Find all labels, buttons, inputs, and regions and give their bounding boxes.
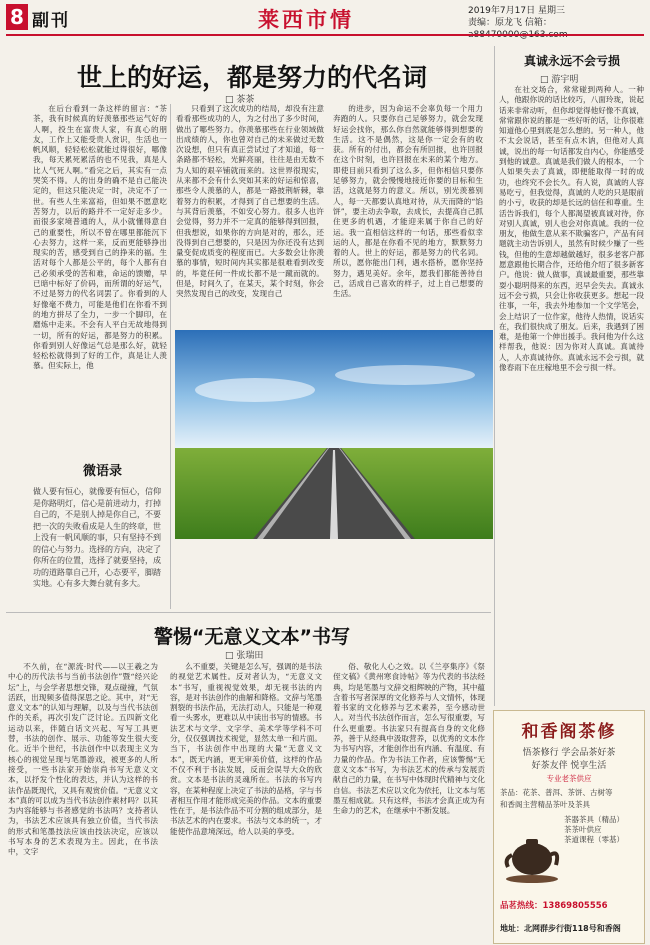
article3-headline: 警惕“无意义文本”书写 — [154, 626, 350, 648]
ad-products: 茶品：花茶、普洱、茶饼、古树等 — [500, 788, 613, 797]
ad-slogan-1: 悟茶修行 学会品茶好茶 — [522, 748, 616, 758]
page-number-badge: 8 — [6, 4, 28, 30]
teapot-icon — [504, 815, 560, 885]
article3-col1-text: 不久前，在“源流·时代——以王羲之为中心的历代法书与当前书法创作”暨“经兴论坛”上，与会学者思想交锋，观点碰撞，气氛活跃，出现频多值得深思之论。其中，对“无意义文本”的认知与理解，以及与当代书法创作的关系，再次引发广泛讨论。五四新文化运动以来，伴随白话文兴起、写写工具更替，书法的创作、展示、功能等发生很大变化。近半个世纪，书法创作中以表现主义为核心的视觉呈现与笔墨游戏，被更多的人所接受，一些书法家开始崇尚书写无意义文本，以抒发个性化的表达，并认为这样的书法作品既现代，又具有观赏价值。“无意义文本”真的可以成为当代书法创作素材吗？以其为内容能够与书者感觉的书法吗？支持者认为，书法艺术应该具有独立价值，当代书法的形式和笔墨技法应该由技法决定，应该以书写本身的艺术表现为主。因此，在书法中，文字 — [8, 662, 158, 857]
editor-info: 责编：原龙飞 信箱： — [468, 18, 552, 28]
newspaper-logo: 莱西市情 — [258, 7, 354, 32]
article1-col3-text: 的进步，因为命运不会辜负每一个用力奔跑的人。只要你自己足够努力，就会发现好运会找你，那么你自然就能够得到想要的生活。这不是偶然，这是你一定会有的收获。所有的付出，都会有所回报，也许回报在这个时刻，也许回报在未来的某个地方。即使目前只看到了这么多，但你相信只要你足够努力，就会慢慢地接近你要的目标和生活，这就是努力的意义。所以，别光羡慕别人，每一天都要认真地对待，从天而降的“馅饼”，要主动去争取，去成长，去提高自己抓住更多的机遇，才能迎来属于你自己的好运。我一直相信这样的一句话，那些看似幸运的人，都是在你看不见的地方，默默努力着的人。世上的好运，都是努力的代名词。所以，愿你能出门利，遇水搭桥，愿你坚持努力，遇见美好。余年，愿我们都能善待自己，活成自己喜欢的样子，过上自己想要的生活。 — [333, 104, 483, 299]
issue-date: 2019年7月17日 星期三 — [468, 6, 565, 16]
article1-column-2 — [176, 104, 324, 326]
ad-phone: 品茗热线：13869805556 — [500, 901, 608, 911]
ad-slogan-2: 好茶友伴 悦享生活 — [531, 761, 607, 771]
article3-column-3 — [333, 662, 485, 942]
ad-address: 地址：北网群步行街118号和香阁 — [500, 924, 621, 933]
article3-col3-text: 俗、敬化人心之效。以《兰亭集序》《祭侄文稿》《黄州寒食诗帖》等为代表的书法经典，均是笔墨与文辞交相辉映的产物，其中蕴含着书写者深厚的文化修养与人文情怀，体现着书家的文化修养与艺术素养，至今感动世人。对当代书法创作而言，怎么写很重要，写什么更重要。书法家只有提高自身的文化修养，善于从经典中汲取营养，以优秀的文本作为书写内容，才能创作出有内涵、有温度、有力量的作品。作为书法工作者，应该警惕“无意义文本”书写，为书法艺术的传承与发展贡献自己的力量，在书写中体现时代精神与文化自信。书法艺术应以文化为依托，让文本与笔墨互相成就。只有这样，书法才会真正成为有生命力的艺术，在继承中不断发展。 — [333, 662, 485, 816]
article1-column-1 — [33, 104, 167, 446]
article1-column-3 — [333, 104, 483, 326]
road-photo — [175, 330, 493, 539]
article1-col1-text: 在后台看到一条这样的留言：“茶茶，我有时候真的好羡慕那些运气好的人啊，投生在富贵人家，有真心的朋友，工作上又能受贵人赏识，生活也一帆风顺，轻轻松松就能过得很好，哪像我，每天累死累活的也不见我，真是人比人气死人啊。”看完之后，其实有一点哭笑不得。人的出身的确不是自己能决定的，但这只能决定一时，决定不了一世。有些人生来富裕，但如果不愿意吃苦努力，以后的路并不一定好走多少。而很多家境普通的人，从小就懂得意自己的重要性，所以不曾在哪里都能沉下心去努力，这样一来，反而更能够挣出现实的苦，感受到自己的挣来的福。生活对每个人都是公平的，每个人都有自己必须承受的苦和难，命运的馈赠，早已暗中标好了价码，而所谓的好运气，不过是努力的代名词罢了。你看到的人好像毫不费力，可能是他们在你看不到的地方拼尽了全力，一步一个脚印，在磨炼中走来。不会有人平白无故地得到一切，所有的好运，都是努力的积累。你看到别人好像运气总是那么好，就轻轻松松就得到了好的工作，真是让人羡慕。但实际上，他 — [33, 104, 167, 371]
micro-quotes-box — [33, 448, 168, 608]
article1-headline: 世上的好运，都是努力的代名词 — [76, 63, 427, 92]
article1-col2-text: 只看到了这次成功的结局，却没有注意看看那些成功的人，为之付出了多少时间，做出了哪些努力。你羡慕那些在行业领域做出成绩的人，你也曾对自己的未来做过无数次设想，但只有真正尝试过了才知道，每一条路都不轻松，光鲜亮丽，往往是由无数不为人知的艰辛铺就而来的。这世界很现实，从来都不会有什么突如其来的好运和惊喜，那些令人羡慕的人，都是一路披荆斩棘，靠着努力的积累，才得到了自己想要的生活。与其背后羡慕，不如安心努力。很多人也许会觉得，努力并不一定真的能够得到回报，但我想说，如果你的方向是对的，那么，还没得到自己想要的，只是因为你还没有达到量变促成质变的程度而已。大多数会让你羡慕的事情，短时间内其实都是很难看到改变的，毕竟任何一件成长都不是一蹴而就的。但是，时间久了，在某天，某个时刻，你会突然发现自己的改变，发现自己 — [176, 104, 324, 299]
article1-author: □ 茶茶 — [225, 92, 254, 105]
article3-column-1 — [8, 662, 158, 942]
section-title: 副刊 — [32, 11, 70, 31]
article2-text: 在社交场合，常常碰到两种人。一种人，他跟你说的话比较巧，八面玲珑，说起话来非常动听，但你却觉得他好像不真诚，常常跟你说的都是一些好听的话，让你很难知道他心里到底是怎么想的。另一种人，他不太会说话，甚至有点木讷，但他对人真诚，说出的每一句话都发自内心，你能感受到他的诚意。真诚是我们做人的根本，一个人如果失去了真诚，即便能取得一时的成功，也终究不会长久。有人说，真诚的人容易吃亏，但我觉得，真诚的人吃的只是眼前的小亏，收获的却是长远的信任和尊重。生活告诉我们，每个人都渴望被真诚对待，你对别人真诚，别人也会对你真诚。我的一位朋友，他做生意从来不欺骗客户，产品有问题就主动告诉别人，虽然有时候少赚了一些钱，但他的生意却越做越好，很多老客户都愿意跟他长期合作，还给他介绍了很多新客户。他说：做人做事，真诚最重要，那些靠耍小聪明得来的东西，迟早会失去。真诚永远不会亏损，只会让你收获更多。想起一段往事，一年，我去外地参加一个文学笔会，会上结识了一位作家，他待人热情，说话实在，我们很快成了朋友。后来，我遇到了困难，是他第一个伸出援手。我问他为什么这样帮我，他说：因为你对人真诚。真诚待人，人亦真诚待你。真诚永远不会亏损，就像春雨下在庄稼地里不会亏损一样。 — [499, 85, 644, 373]
article3-col2-text: 么不重要，关键是怎么写，强调的是书法的视觉艺术属性。反对者认为，“无意义文本”书写，重视视觉效果，却无视书法的内容，是对书法创作的曲解和降格。文辞与笔墨割裂的书法作品，无法打动人，只能是一种观看一头雾水，更难以从中读出书写的情感。书法艺术与文学、文字学、美术学等学科不可分，仅仅强调技术视觉，显然太单一和片面。当下，书法创作中出现的大量“无意义文本”，既无内涵，更无审美价值，这样的作品不仅不利于书法发展，反而会误导大众的欣赏。文本是书法的灵魂所在。书法的书写内容，在某种程度上决定了书法的品格，字与书者相互作用才能形成完美的作品。文本的重要性在于，是书法作品不可分割的组成部分，是书法艺术的内在要求。书法与文本的统一，才能使作品意境深远，给人以美的享受。 — [170, 662, 322, 836]
ad-tag: 专业老茶供应 — [546, 774, 592, 783]
section-divider — [6, 612, 491, 613]
micro-quotes-title: 微语录 — [83, 464, 123, 479]
masthead-rule — [6, 34, 644, 36]
ad-title: 和香阁茶修 — [521, 722, 617, 742]
ad-items: 茶器茶具（精品） 茶茶叶供应 茶道课程（零基） — [564, 815, 624, 844]
ad-service: 和香阁主营精品茶叶及茶具 — [500, 800, 590, 809]
article2-headline: 真诚永远不会亏损 — [523, 54, 620, 68]
article2-body — [499, 85, 644, 700]
tea-house-advertisement — [493, 710, 645, 944]
column-divider — [170, 104, 171, 609]
column-divider — [494, 46, 495, 706]
article3-author: □ 张瑞田 — [225, 648, 263, 661]
article2-author: □ 游宇明 — [540, 72, 578, 85]
article3-column-2 — [170, 662, 322, 942]
micro-quotes-text: 做人要有恒心，就像要有恒心，信仰是你路明灯，信心是前进动力，打掉自己的，不是别人掉是你自己，不要把一次的失败看成是人生的终章，世上没有一帆风顺的事，只有坚持不到的信心与努力。选择的方向，决定了你所在的位置，选择了就要坚持，成功的道路靠自己开，心态要平，脚踏实地。心有多大舞台就有多大。 — [33, 487, 161, 588]
